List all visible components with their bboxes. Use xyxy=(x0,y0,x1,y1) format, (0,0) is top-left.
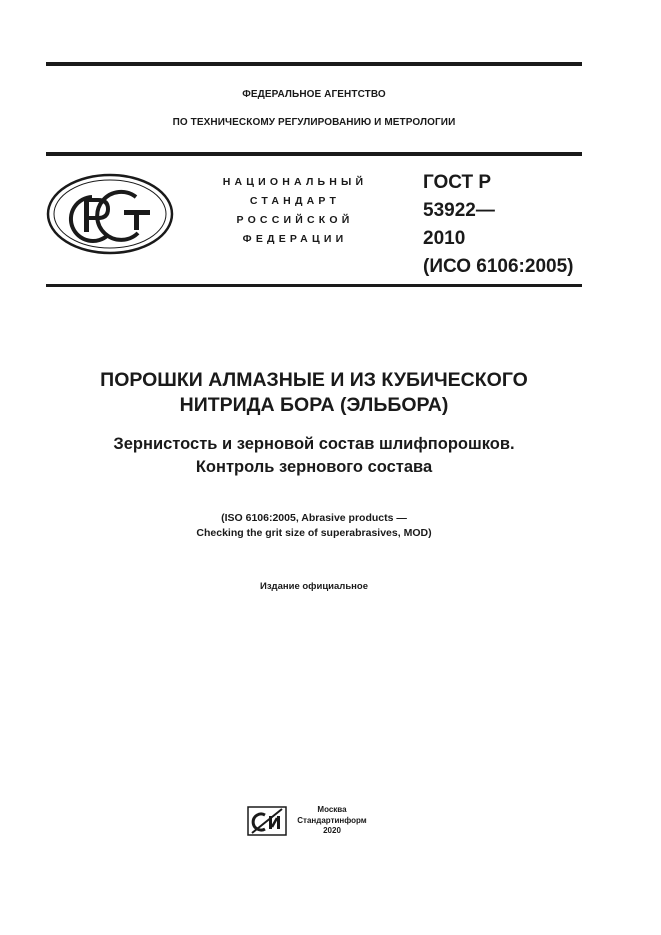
document-subtitle-line: Зернистость и зерновой состав шлифпорошков. xyxy=(113,435,515,453)
standard-code-line: 53922— xyxy=(423,200,495,221)
rst-certification-logo-icon xyxy=(46,173,174,255)
national-standard-line: НАЦИОНАЛЬНЫЙ xyxy=(222,176,368,188)
standard-code-line: (ИСО 6106:2005) xyxy=(423,256,574,277)
standard-code-line: 2010 xyxy=(423,228,466,249)
publisher-info xyxy=(293,805,371,837)
standard-code-line: ГОСТ Р xyxy=(423,172,492,193)
standartinform-logo-icon xyxy=(247,806,287,836)
document-subtitle-line: Контроль зернового состава xyxy=(195,458,433,476)
national-standard-line: РОССИЙСКОЙ xyxy=(236,214,354,226)
national-standard-line: СТАНДАРТ xyxy=(249,195,341,207)
document-title-line: НИТРИДА БОРА (ЭЛЬБОРА) xyxy=(179,394,449,416)
official-edition-label: Издание официальное xyxy=(260,581,368,592)
publisher-city: Москва xyxy=(317,805,347,814)
agency-name-line-1: ФЕДЕРАЛЬНОЕ АГЕНТСТВО xyxy=(242,89,386,100)
national-standard-label xyxy=(192,173,398,249)
section-rule xyxy=(46,284,582,287)
publisher-name: Стандартинформ xyxy=(297,815,367,825)
iso-reference-line: Checking the grit size of superabrasives, MOD) xyxy=(196,527,432,539)
agency-name-line-2: ПО ТЕХНИЧЕСКОМУ РЕГУЛИРОВАНИЮ И МЕТРОЛОГИИ xyxy=(172,117,456,128)
header-rule xyxy=(46,152,582,156)
standard-code xyxy=(423,169,573,281)
document-subtitle xyxy=(30,433,598,479)
national-standard-line: ФЕДЕРАЦИИ xyxy=(242,233,348,245)
document-title xyxy=(30,368,598,418)
document-title-line: ПОРОШКИ АЛМАЗНЫЕ И ИЗ КУБИЧЕСКОГО xyxy=(100,369,528,391)
top-rule xyxy=(46,62,582,66)
iso-reference-line: (ISO 6106:2005, Abrasive products — xyxy=(221,512,407,524)
iso-reference xyxy=(30,511,598,541)
publication-year: 2020 xyxy=(323,826,341,835)
